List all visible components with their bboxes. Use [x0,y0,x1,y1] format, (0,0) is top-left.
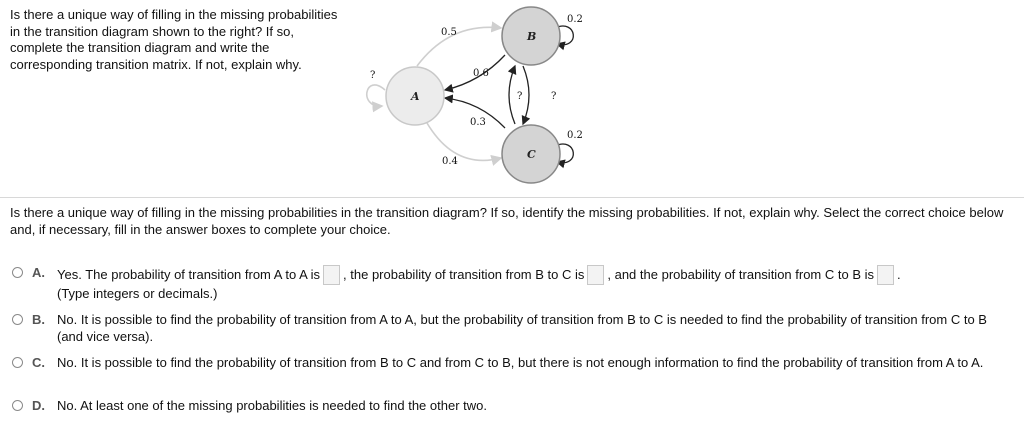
radio-option-d[interactable] [12,400,23,411]
answer-box-c-to-b[interactable] [877,265,894,285]
label-a-to-a: ? [370,70,376,81]
label-a-to-b: 0.5 [441,27,457,38]
divider [0,197,1024,198]
label-c-to-b: ? [517,91,523,102]
radio-option-c[interactable] [12,357,23,368]
option-a-text-3: , and the probability of transition from C to B is [607,267,875,282]
edge-a-to-c [427,123,501,160]
option-a-text-4: . [897,267,901,282]
edge-a-to-b [417,27,501,66]
option-a-text-1: Yes. The probability of transition from A to A is [57,267,321,282]
node-a-label: A [411,90,420,103]
node-c-label: C [527,148,536,161]
radio-option-b[interactable] [12,314,23,325]
label-b-to-c: ? [551,91,557,102]
edge-b-to-c [523,66,529,124]
instruction-text: Is there a unique way of filling in the missing probabilities in the transition diagram? If so, identify the missing probabilities. If not, explain why. Select the correct choice below and, if necessary, fill in the answer boxes to complete your choice. [10,205,1004,237]
node-b-label: B [527,30,537,43]
transition-diagram [355,0,615,195]
option-a-text-2: , the probability of transition from B to C is [343,267,585,282]
option-c-text: No. It is possible to find the probability of transition from B to C and from C to B, but there is not enough information to find the probability of transition from A to A. [57,355,984,370]
option-a-letter: A. [32,265,45,280]
option-c-letter: C. [32,355,45,370]
option-d-letter: D. [32,398,45,413]
option-d-text: No. At least one of the missing probabilities is needed to find the other two. [57,398,487,413]
option-a-note: (Type integers or decimals.) [57,286,218,301]
option-b-letter: B. [32,312,45,327]
answer-box-b-to-c[interactable] [587,265,604,285]
label-c-to-a: 0.3 [470,117,486,128]
answer-box-a-to-a[interactable] [323,265,340,285]
loop-a [367,85,385,106]
edge-c-to-b [509,66,515,124]
radio-option-a[interactable] [12,267,23,278]
option-b-text: No. It is possible to find the probability of transition from A to A, but the probability of transition from B to C is needed to find the probability of transition from C to B (and vice versa). [57,312,987,344]
label-c-to-c: 0.2 [567,130,583,141]
question-text: Is there a unique way of filling in the missing probabilities in the transition diagram shown to the right? If so, complete the transition diagram and write the corresponding transition matrix. If not, explain why. [10,7,338,72]
label-b-to-a: 0.6 [473,68,489,79]
label-b-to-b: 0.2 [567,14,583,25]
label-a-to-c: 0.4 [442,156,458,167]
